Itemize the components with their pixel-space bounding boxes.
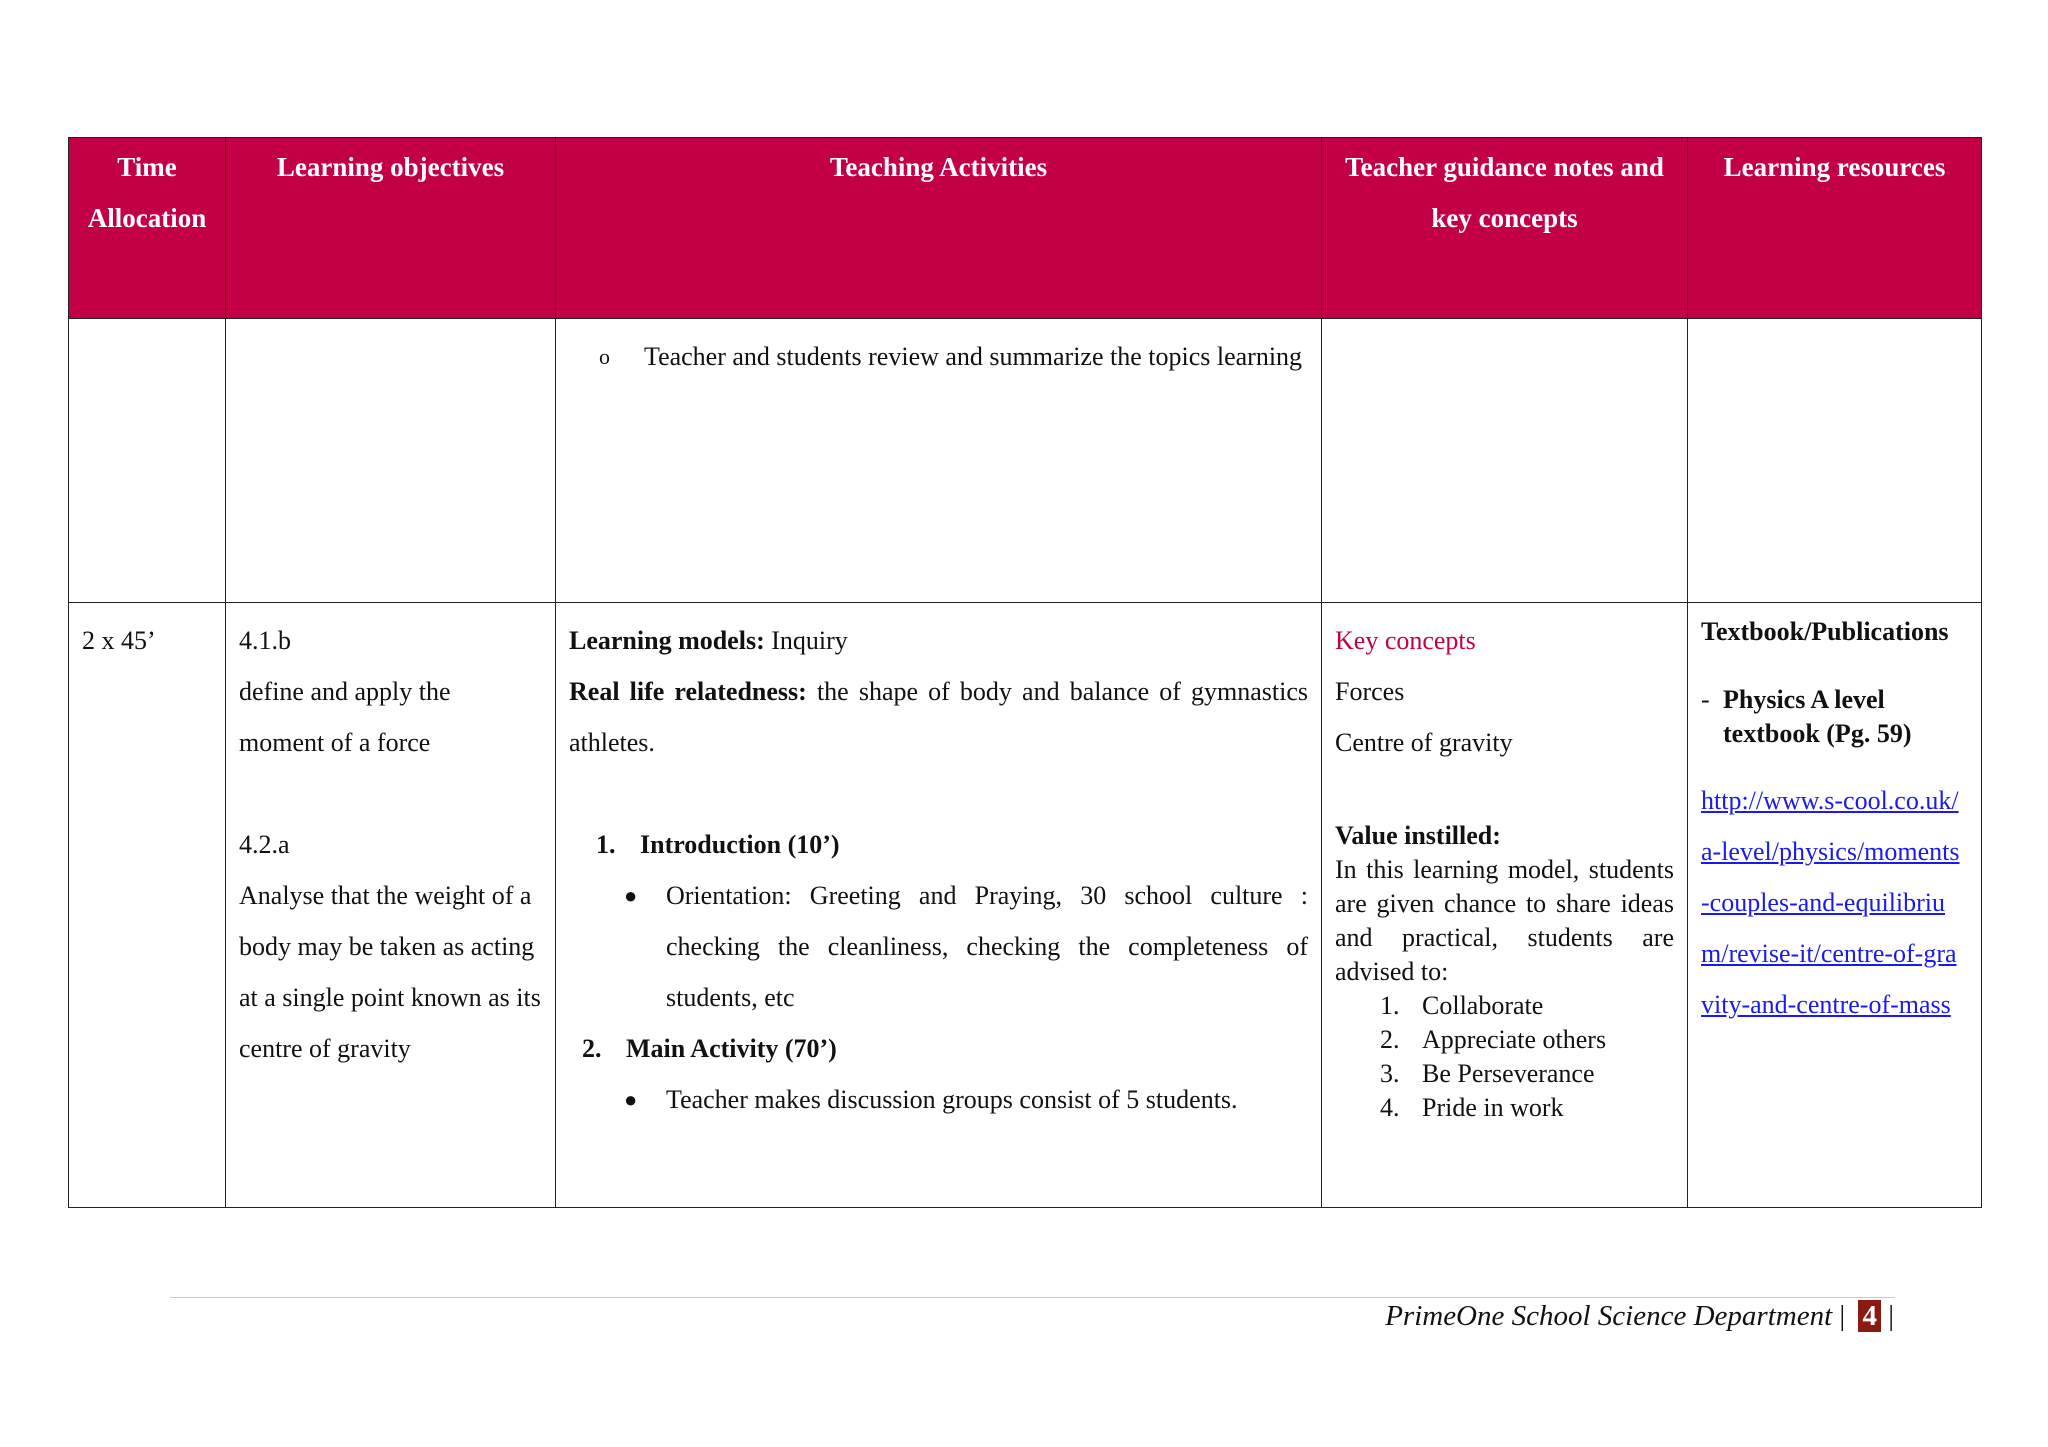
objectives-cell [226, 603, 556, 1208]
values-list [1335, 989, 1674, 1125]
header-learning-resources: Learning resources [1688, 138, 1982, 319]
resource-link[interactable]: http://www.s-cool.co.uk/a-level/physics/moments-couples-and-equilibrium/revise-it/centre-of-gravity-and-centre-of-mass [1701, 786, 1960, 1019]
circle-bullet-icon: o [599, 344, 610, 369]
learning-models-line [569, 615, 1308, 666]
teaching-activities-cell [556, 603, 1322, 1208]
time-allocation-cell [69, 603, 226, 1208]
row1-time-cell [69, 319, 226, 603]
objective-text: define and apply the moment of a force [239, 677, 451, 757]
bullet-icon: ● [624, 883, 638, 908]
row1-objectives-cell [226, 319, 556, 603]
list-item: 3. Be Perseverance [1380, 1059, 1595, 1088]
learning-models-label: Learning models: [569, 626, 765, 655]
real-life-value: the shape of body and balance of gymnastics athletes. [569, 677, 1308, 757]
key-concept: Centre of gravity [1335, 728, 1513, 757]
resource-link-wrap [1701, 775, 1968, 1030]
header-teaching-activities: Teaching Activities [556, 138, 1322, 319]
section-heading-main-activity: 2. Main Activity (70’) [582, 1034, 837, 1063]
review-list-item [569, 331, 1308, 382]
learning-models-value: Inquiry [764, 626, 848, 655]
main-activity-text: Teacher makes discussion groups consist of 5 students. [666, 1085, 1238, 1114]
table-row [69, 603, 1982, 1208]
header-learning-objectives: Learning objectives [226, 138, 556, 319]
review-activity-text: Teacher and students review and summarize the topics learning [644, 342, 1303, 371]
list-item: 4. Pride in work [1380, 1093, 1564, 1122]
row1-activities-cell [556, 319, 1322, 603]
resource-item: - Physics A level textbook (Pg. 59) [1701, 683, 1968, 751]
time-allocation-value: 2 x 45’ [82, 626, 156, 655]
list-item [569, 870, 1308, 1023]
row1-guidance-cell [1322, 319, 1688, 603]
footer-department: PrimeOne School Science Department [1385, 1300, 1833, 1332]
value-instilled-text: In this learning model, students are given chance to share ideas and practical, students are advised to: [1335, 855, 1674, 986]
header-teacher-guidance: Teacher guidance notes and key concepts [1322, 138, 1688, 319]
page-number: 4 [1858, 1300, 1881, 1332]
row1-resources-cell [1688, 319, 1982, 603]
list-item [569, 1074, 1308, 1125]
value-instilled-label: Value instilled: [1335, 821, 1501, 850]
key-concepts-label: Key concepts [1335, 626, 1476, 655]
resource-textbook: Physics A level textbook (Pg. 59) [1723, 685, 1912, 748]
section-heading-introduction: 1. Introduction (10’) [596, 830, 840, 859]
lesson-plan-table [68, 137, 1982, 1208]
list-item: 1. Collaborate [1380, 991, 1544, 1020]
orientation-text: Orientation: Greeting and Praying, 30 school culture : checking the cleanliness, checking the completeness of students, etc [666, 881, 1308, 1012]
footer-divider [170, 1297, 1895, 1298]
guidance-cell [1322, 603, 1688, 1208]
objective-code: 4.1.b [239, 626, 291, 655]
objective-text: Analyse that the weight of a body may be taken as acting at a single point known as its centre of gravity [239, 881, 541, 1063]
bullet-icon: ● [624, 1087, 638, 1112]
table-row [69, 319, 1982, 603]
real-life-label: Real life relatedness: [569, 677, 807, 706]
resource-label: Textbook/Publications [1701, 617, 1949, 646]
key-concept: Forces [1335, 677, 1405, 706]
resources-cell [1688, 603, 1982, 1208]
list-item: 2. Appreciate others [1380, 1025, 1607, 1054]
objective-code: 4.2.a [239, 830, 290, 859]
header-row [69, 138, 1982, 319]
page-footer: PrimeOne School Science Department | 4 | [1385, 1300, 1894, 1332]
header-time-allocation: Time Allocation [69, 138, 226, 319]
real-life-line [569, 666, 1308, 768]
